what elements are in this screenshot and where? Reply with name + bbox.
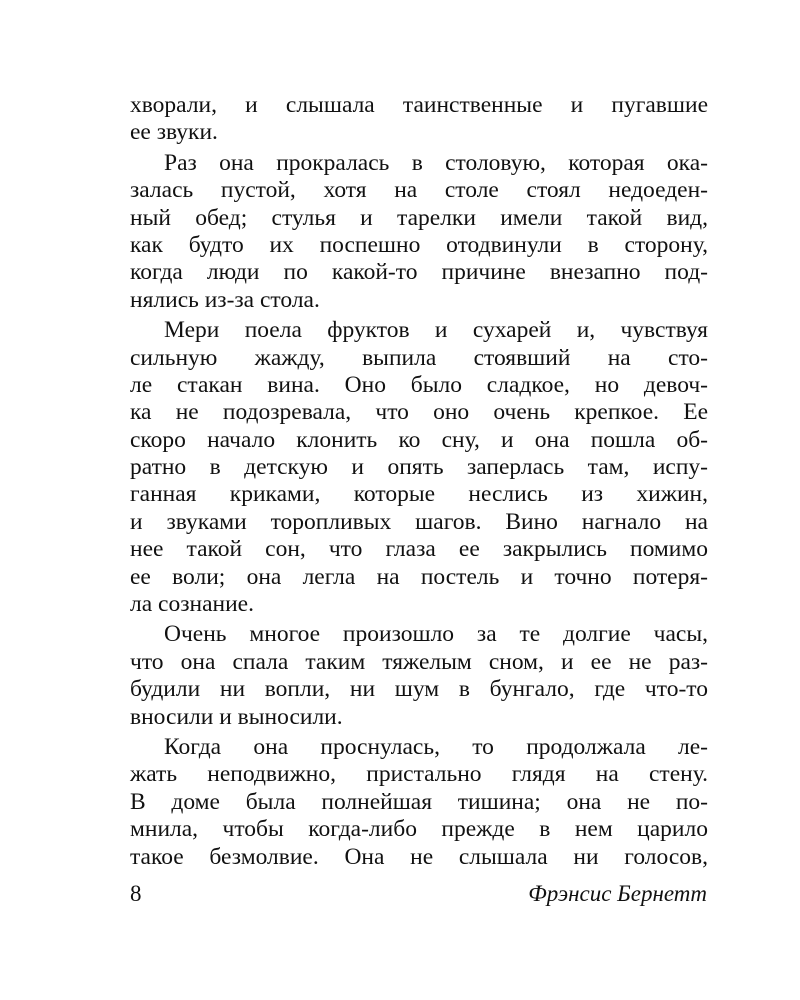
- text-line: Мери поела фруктов и сухарей и, чувствуя: [164, 317, 708, 344]
- text-line: Когда она проснулась, то продолжала ле-: [164, 733, 708, 760]
- paragraph: [130, 317, 708, 618]
- text-line: ла сознание.: [130, 591, 254, 618]
- text-line: мнила, чтобы когда-либо прежде в нем царило: [130, 816, 708, 843]
- text-line: залась пустой, хотя на столе стоял недоеден-: [130, 177, 708, 204]
- text-line: ле стакан вина. Оно было сладкое, но девоч-: [130, 371, 708, 398]
- text-line: такое безмолвие. Она не слышала ни голосов,: [130, 843, 708, 870]
- page-number: 8: [130, 881, 142, 906]
- text-line: хворали, и слышала таинственные и пугавшие: [130, 92, 708, 118]
- text-line: Очень многое произошло за те долгие часы,: [164, 621, 708, 648]
- text-line: Раз она прокралась в столовую, которая ока-: [164, 149, 708, 176]
- paragraph: [130, 621, 708, 731]
- text-line: нее такой сон, что глаза ее закрылись помимо: [130, 536, 708, 563]
- text-line: ный обед; стулья и тарелки имели такой вид,: [130, 204, 708, 231]
- text-line: будили ни вопли, ни шум в бунгало, где что-то: [130, 676, 708, 703]
- text-line: когда люди по какой-то причине внезапно под-: [130, 259, 708, 286]
- paragraph: [130, 734, 708, 871]
- text-line: как будто их поспешно отодвинули в сторону,: [130, 231, 708, 258]
- text-line: нялись из-за стола.: [130, 286, 320, 313]
- text-line: ее воли; она легла на постель и точно потеря-: [130, 563, 708, 590]
- text-line: жать неподвижно, пристально глядя на стену.: [130, 761, 708, 788]
- text-line: что она спала таким тяжелым сном, и ее не раз-: [130, 648, 708, 675]
- text-line: сильную жажду, выпила стоявший на сто-: [130, 344, 708, 371]
- text-line: ганная криками, которые неслись из хижин,: [130, 481, 708, 508]
- paragraph: [130, 150, 708, 314]
- text-line: ратно в детскую и опять заперлась там, испу-: [130, 454, 708, 481]
- text-line: и звуками торопливых шагов. Вино нагнало на: [130, 508, 708, 535]
- text-line: В доме была полнейшая тишина; она не по-: [130, 788, 708, 815]
- text-line: ее звуки.: [130, 119, 218, 146]
- paragraph: [130, 92, 708, 147]
- text-line: ка не подозревала, что оно очень крепкое. Ее: [130, 399, 708, 426]
- body-text: [130, 92, 708, 874]
- text-line: скоро начало клонить ко сну, и она пошла об-: [130, 426, 708, 453]
- text-line: вносили и выносили.: [130, 703, 343, 730]
- running-footer-author: Фрэнсис Бернетт: [528, 881, 707, 906]
